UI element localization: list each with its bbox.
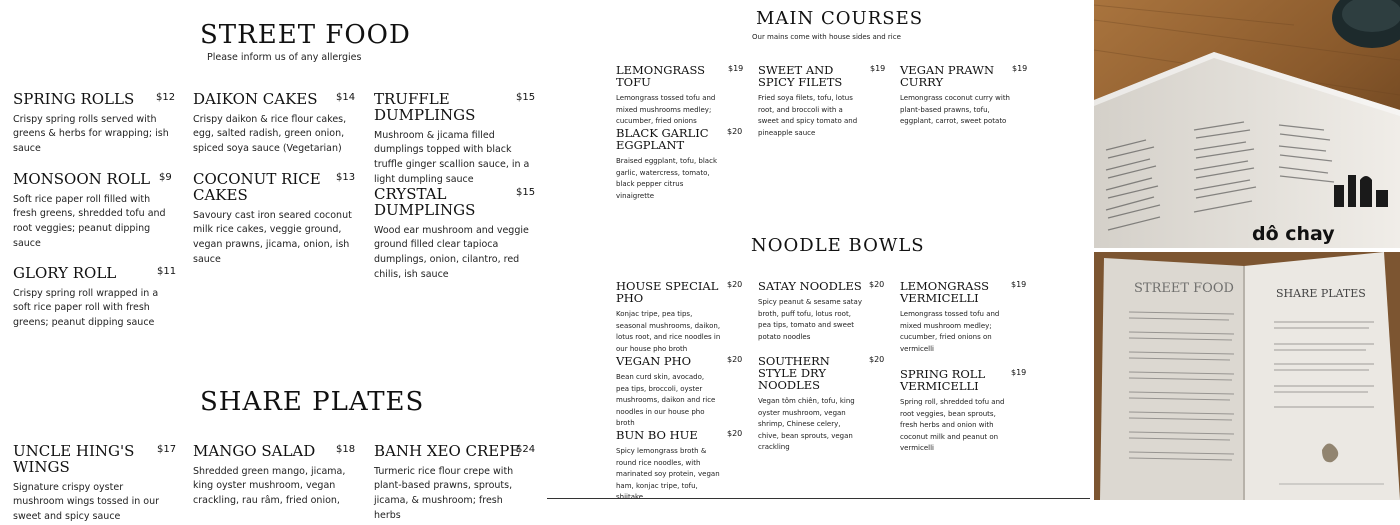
street-food-title: STREET FOOD [200,20,411,50]
item-name: SPRING ROLLS [13,90,135,108]
item-price: $20 [727,429,743,438]
item-name: SWEET AND SPICY FILETS [758,63,843,90]
brand-logo-text: dô chay [1252,223,1335,245]
item-price: $15 [516,92,536,103]
street-food-subtitle: Please inform us of any allergies [207,52,362,63]
menu-item-house-special-pho [616,279,743,355]
item-description: Mushroom & jicama filled dumplings topped with black truffle ginger scallion sauce, in a light dumpling sauce [374,129,530,185]
item-price: $12 [156,92,176,103]
item-price: $20 [727,127,743,136]
item-price: $19 [1011,368,1027,377]
menu-photo-table [1094,0,1400,248]
menu-item-lemongrass-vermicelli [900,279,1027,355]
item-description: Lemongrass coconut curry with plant-based prawns, tofu, eggplant, carrot, sweet potato [900,94,1010,126]
menu-item-satay-noodles [758,279,885,343]
item-price: $11 [157,266,177,277]
item-name: LEMONGRASS TOFU [616,63,706,90]
item-price: $15 [516,187,536,198]
item-price: $19 [1012,64,1028,73]
item-description: Konjac tripe, pea tips, seasonal mushrooms, daikon, lotus root, and rice noodles in our house pho broth [616,310,721,353]
item-price: $19 [1011,280,1027,289]
item-name: BANH XEO CREPE [374,442,521,460]
menu-item-truffle-dumplings [374,90,536,187]
item-name: UNCLE HING'S WINGS [13,442,135,476]
page-divider [547,498,1090,499]
item-price: $20 [727,280,743,289]
item-description: Turmeric rice flour crepe with plant-based prawns, sprouts, jicama, & mushroom; fresh herbs [374,465,514,521]
item-name: CRYSTAL DUMPLINGS [374,185,476,219]
item-price: $17 [157,444,177,455]
menu-item-southern-style-dry-noodles [758,354,885,454]
item-name: HOUSE SPECIAL PHO [616,279,719,306]
menu-item-bun-bo-hue [616,428,743,504]
menu-item-vegan-pho [616,354,743,430]
photo-share-plates-title: SHARE PLATES [1276,287,1366,300]
item-price: $14 [336,92,356,103]
item-description: Spicy lemongrass broth & round rice noodles, with marinated soy protein, vegan ham, konjac tripe, tofu, [616,447,720,490]
item-description: Spring roll, shredded tofu and root veggies, bean sprouts, fresh herbs and onion with coconut milk and peanut on vermicelli [900,398,1005,453]
menu-item-banh-xeo-crepe [374,442,536,524]
item-name: VEGAN PRAWN CURRY [900,63,995,90]
item-name: TRUFFLE DUMPLINGS [374,90,476,124]
item-price: $20 [727,355,743,364]
item-name: SATAY NOODLES [758,279,862,293]
item-price: $18 [336,444,356,455]
item-description: Soft rice paper roll filled with fresh greens, shredded tofu and root veggies; peanut dipping sauce [13,193,166,249]
menu-item-mango-salad [193,442,356,509]
menu-item-glory-roll [13,264,177,331]
item-description: Signature crispy oyster mushroom wings tossed in our sweet and spicy sauce [13,481,160,522]
noodle-bowls-title: NOODLE BOWLS [751,235,925,256]
item-name: MONSOON ROLL [13,170,151,188]
item-description: Crispy daikon & rice flour cakes, egg, salted radish, green onion, spiced soya sauce (Vegetarian) [193,113,347,155]
menu-item-sweet-and-spicy-filets [758,63,886,139]
item-description: Fried soya filets, tofu, lotus root, and broccoli with a sweet and spicy tomato and pineapple sauce [758,94,858,137]
main-courses-subtitle: Our mains come with house sides and rice [752,33,901,41]
item-description: Shredded green mango, jicama, king oyster mushroom, vegan crackling, rau râm, fried onion, [193,465,346,507]
item-name: LEMONGRASS VERMICELLI [900,279,990,306]
menu-photo-open [1094,252,1400,500]
item-name: COCONUT RICE CAKES [193,170,321,204]
menu-item-daikon-cakes [193,90,356,157]
item-description: Lemongrass tossed tofu and mixed mushroom medley; cucumber, fried onions on vermicelli [900,310,1000,353]
item-name: GLORY ROLL [13,264,117,282]
item-price: $20 [869,355,885,364]
menu-item-spring-rolls [13,90,176,157]
menu-item-black-garlic-eggplant [616,126,743,202]
item-price: $19 [870,64,886,73]
item-price: $19 [728,64,744,73]
menu-item-coconut-rice-cakes [193,170,356,267]
item-description: Spicy peanut & sesame satay broth, puff tofu, lotus root, pea tips, tomato and sweet potato noodles [758,298,862,341]
item-description: Crispy spring rolls served with greens & herbs for wrapping; ish sauce [13,113,169,155]
item-description: Lemongrass tossed tofu and mixed mushrooms medley; cucumber, fried onions [616,94,716,126]
item-name: MANGO SALAD [193,442,316,460]
item-description: Crispy spring roll wrapped in a soft rice paper roll with fresh greens; peanut dipping sauce [13,287,159,329]
item-description: Savoury cast iron seared coconut milk rice cakes, veggie ground, vegan prawns, jicama, onion, ish sauce [193,209,352,265]
menu-item-crystal-dumplings [374,185,536,282]
menu-item-uncle-hings-wings [13,442,177,525]
item-name: DAIKON CAKES [193,90,318,108]
menu-item-monsoon-roll [13,172,170,252]
item-price: $20 [869,280,885,289]
item-name: SOUTHERN STYLE DRY NOODLES [758,354,830,393]
item-name: BLACK GARLIC EGGPLANT [616,126,709,153]
item-description: Bean curd skin, avocado, pea tips, broccoli, oyster mushrooms, daikon and rice noodles in our house pho broth [616,373,716,428]
menu-item-vegan-prawn-curry [900,63,1028,128]
share-plates-title: SHARE PLATES [200,387,425,417]
menu-item-lemongrass-tofu [616,63,744,128]
main-courses-title: MAIN COURSES [756,8,924,29]
menu-item-spring-roll-vermicelli [900,367,1027,455]
item-description: Braised eggplant, tofu, black garlic, watercress, tomato, black pepper citrus vinaigrette [616,157,717,200]
item-description: Vegan tôm chiên, tofu, king oyster mushroom, vegan shrimp, Chinese celery, chive, bean sprouts, vegan crackling [758,397,855,452]
item-name: VEGAN PHO [616,354,692,368]
item-price: $24 [516,444,536,455]
photo-street-food-title: STREET FOOD [1134,281,1234,296]
item-name: BUN BO HUE [616,428,698,442]
item-price: $9 [159,172,172,183]
item-price: $13 [336,172,356,183]
item-description: Wood ear mushroom and veggie ground filled clear tapioca dumplings, onion, cilantro, red chilis, ish sauce [374,224,529,280]
item-name: SPRING ROLL VERMICELLI [900,367,986,394]
